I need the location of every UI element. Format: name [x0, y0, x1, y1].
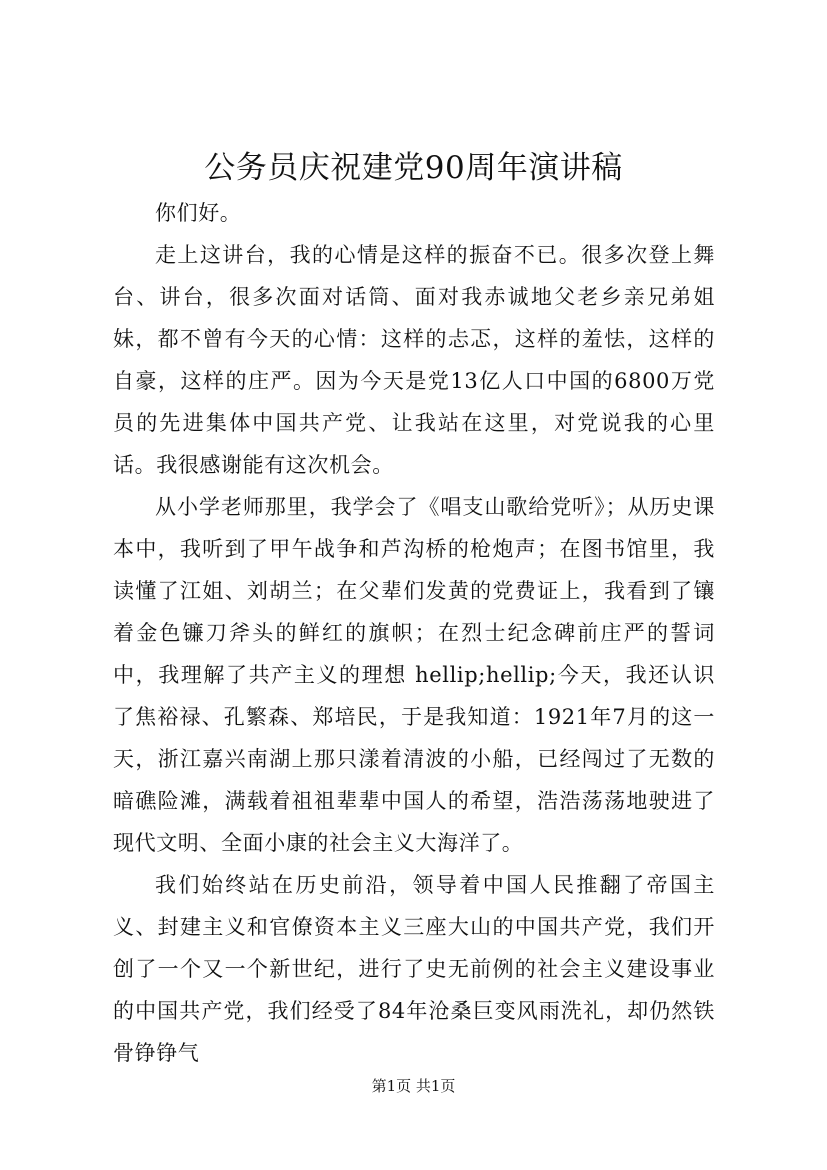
paragraph-podium: 走上这讲台，我的心情是这样的振奋不已。很多次登上舞台、讲台，很多次面对话筒、面对我赤诚地父老乡亲兄弟姐妹，都不曾有今天的心情：这样的忐忑，这样的羞怯，这样的自豪，这样的庄严。因为今天是党13亿人口中国的6800万党员的先进集体中国共产党、让我站在这里，对党说我的心里话。我很感谢能有这次机会。: [113, 243, 715, 477]
document-body: [113, 192, 715, 1074]
paragraph-history: 从小学老师那里，我学会了《唱支山歌给党听》；从历史课本中，我听到了甲午战争和芦沟桥的枪炮声；在图书馆里，我读懂了江姐、刘胡兰；在父辈们发黄的党费证上，我看到了镶着金色镰刀斧头的鲜红的旗帜；在烈士纪念碑前庄严的誓词中，我理解了共产主义的理想 hellip;hellip;今天，我还认识了焦裕禄、孔繁森、郑培民，于是我知道：1921年7月的这一天，浙江嘉兴南湖上那只漾着清波的小船，已经闯过了无数的暗礁险滩，满载着祖祖辈辈中国人的希望，浩浩荡荡地驶进了现代文明、全面小康的社会主义大海洋了。: [113, 495, 715, 855]
document-title: 公务员庆祝建党90周年演讲稿: [204, 150, 623, 186]
paragraph-greeting: 你们好。: [155, 201, 242, 225]
paragraph-party: 我们始终站在历史前沿，领导着中国人民推翻了帝国主义、封建主义和官僚资本主义三座大山的中国共产党，我们开创了一个又一个新世纪，进行了史无前例的社会主义建设事业的中国共产党，我们经受了84年沧桑巨变风雨洗礼，却仍然铁骨铮铮气: [113, 873, 715, 1065]
page-number-footer: 第1页 共1页: [371, 1077, 456, 1095]
